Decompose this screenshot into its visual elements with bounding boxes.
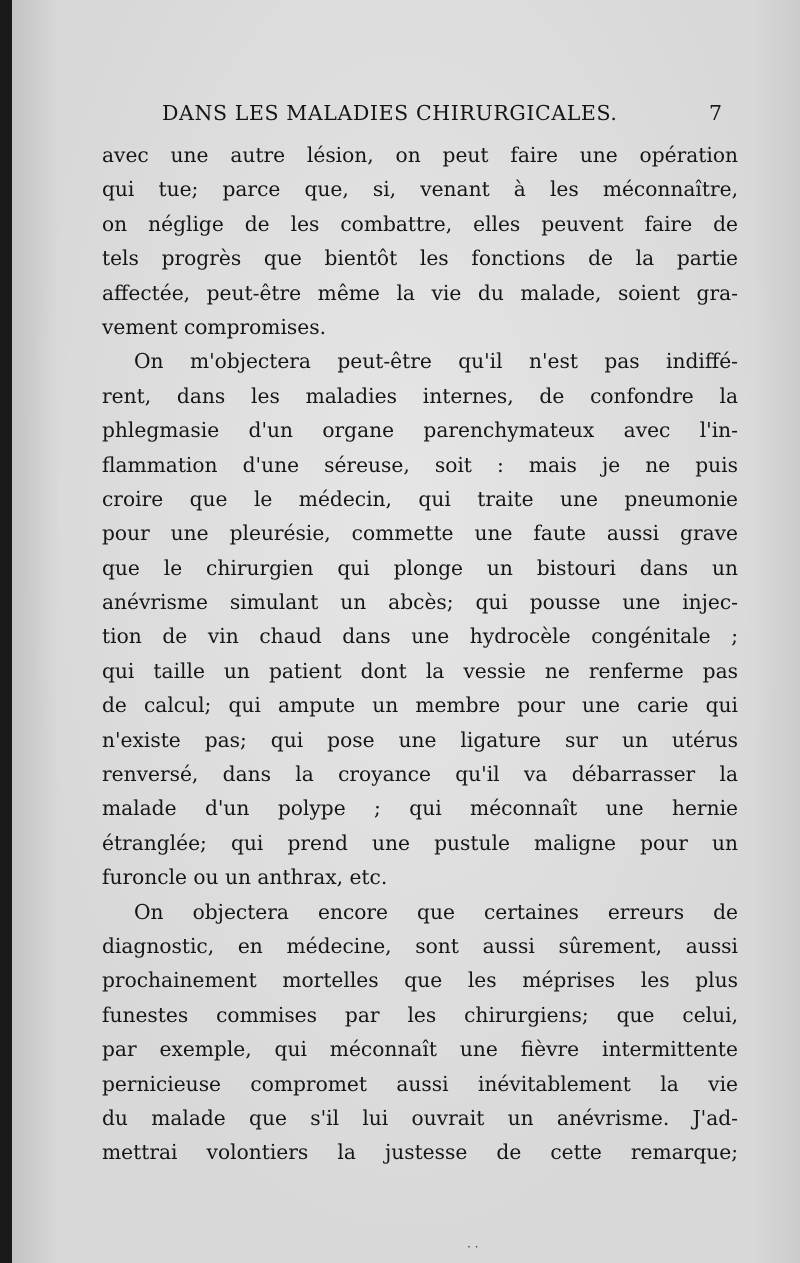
text-line: anévrisme simulant un abcès; qui pousse une injec-	[102, 590, 738, 615]
text-line: phlegmasie d'un organe parenchymateux avec l'in-	[102, 418, 738, 443]
text-line: pour une pleurésie, commette une faute aussi grave	[102, 521, 738, 546]
page-number: 7	[708, 101, 722, 125]
text-line: diagnostic, en médecine, sont aussi sûrement, aussi	[102, 933, 738, 958]
text-line: vement compromises.	[102, 314, 326, 339]
text-line: rent, dans les maladies internes, de confondre la	[102, 383, 738, 408]
text-line: tion de vin chaud dans une hydrocèle congénitale ;	[102, 624, 738, 649]
ink-speck: · ·	[467, 1240, 479, 1254]
text-line: n'existe pas; qui pose une ligature sur un utérus	[102, 727, 738, 752]
text-line: croire que le médecin, qui traite une pneumonie	[102, 486, 738, 511]
text-line: funestes commises par les chirurgiens; que celui,	[102, 1002, 738, 1027]
text-line: affectée, peut-être même la vie du malade, soient gra-	[102, 280, 738, 305]
text-line: prochainement mortelles que les méprises les plus	[102, 968, 738, 993]
text-line: On objectera encore que certaines erreurs de	[134, 899, 738, 924]
text-line: tels progrès que bientôt les fonctions de la partie	[102, 246, 738, 271]
text-line: flammation d'une séreuse, soit : mais je ne puis	[102, 452, 738, 477]
text-line: qui taille un patient dont la vessie ne renferme pas	[102, 658, 738, 683]
text-line: mettrai volontiers la justesse de cette remarque;	[102, 1140, 738, 1165]
text-line: par exemple, qui méconnaît une fièvre intermittente	[102, 1037, 738, 1062]
text-line: renversé, dans la croyance qu'il va débarrasser la	[102, 762, 738, 787]
text-line: de calcul; qui ampute un membre pour une carie qui	[102, 693, 738, 718]
running-head: DANS LES MALADIES CHIRURGICALES.	[162, 101, 618, 125]
text-line: étranglée; qui prend une pustule maligne pour un	[102, 830, 738, 855]
text-line: furoncle ou un anthrax, etc.	[102, 865, 388, 890]
text-line: qui tue; parce que, si, venant à les méconnaître,	[102, 177, 738, 202]
text-line: du malade que s'il lui ouvrait un anévrisme. J'ad-	[102, 1105, 738, 1130]
text-line: que le chirurgien qui plonge un bistouri dans un	[102, 555, 738, 580]
body-text	[102, 138, 738, 1170]
text-line: malade d'un polype ; qui méconnaît une hernie	[102, 796, 738, 821]
book-page	[12, 0, 800, 1263]
text-line: pernicieuse compromet aussi inévitablement la vie	[102, 1071, 738, 1096]
page-header	[162, 98, 722, 128]
text-line: On m'objectera peut-être qu'il n'est pas indiffé-	[134, 349, 738, 374]
text-line: on néglige de les combattre, elles peuvent faire de	[102, 211, 738, 236]
text-line: avec une autre lésion, on peut faire une opération	[102, 143, 738, 167]
